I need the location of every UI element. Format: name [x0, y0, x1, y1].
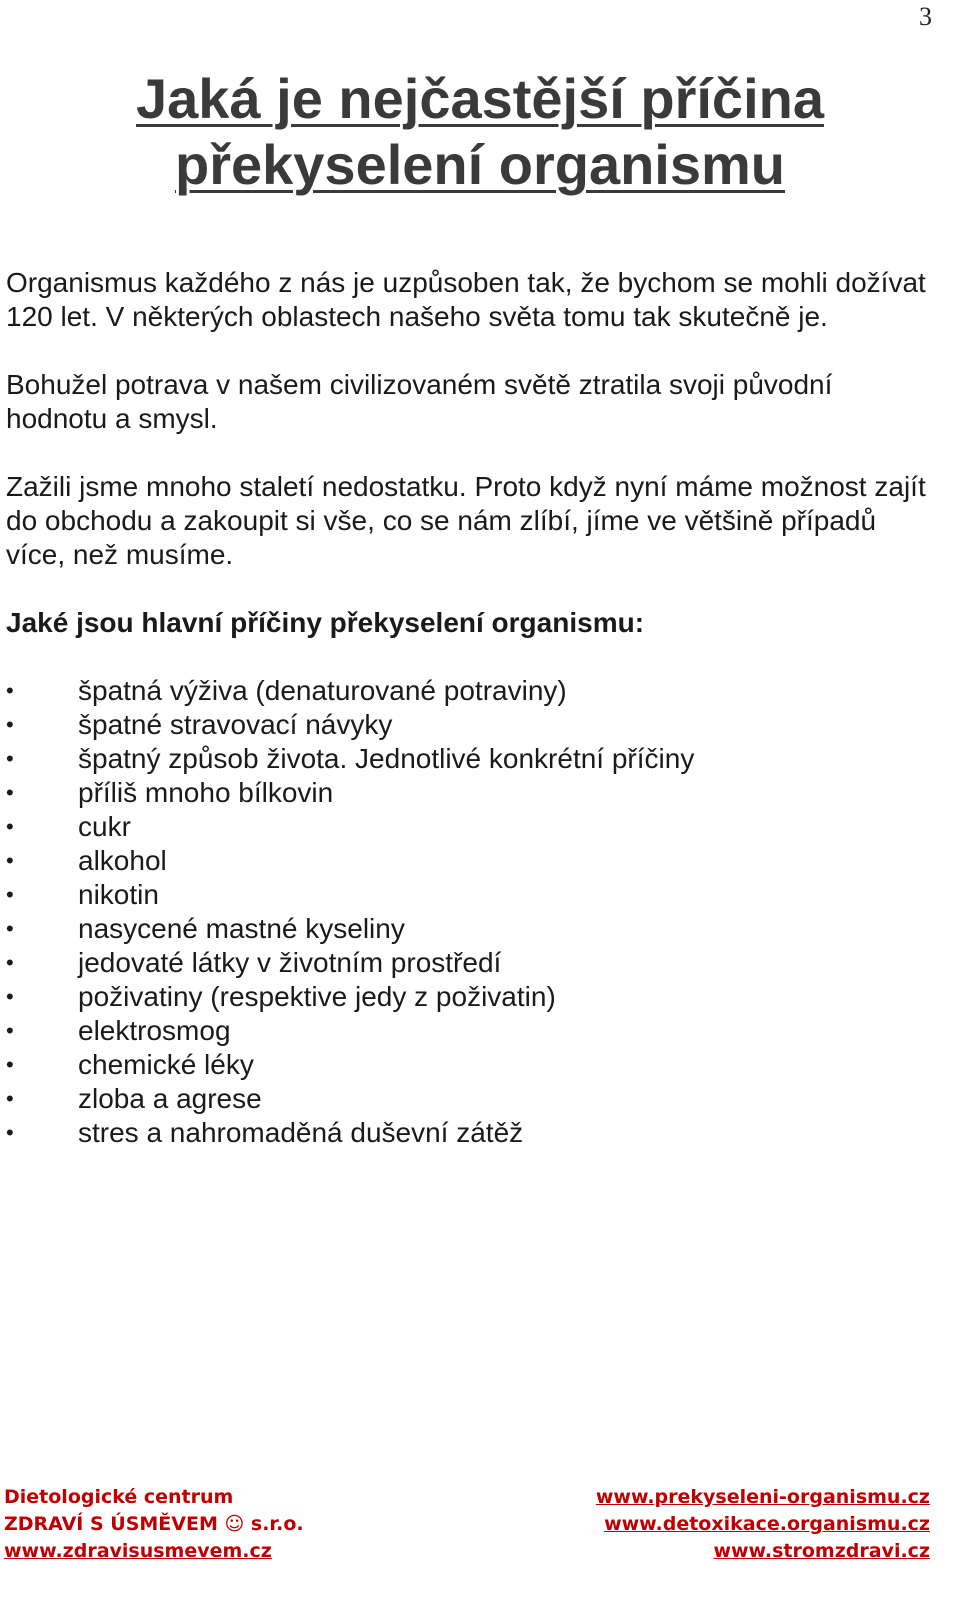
bullet-icon: •	[6, 712, 14, 737]
bullet-icon: •	[6, 1120, 14, 1145]
causes-list	[6, 674, 936, 1150]
footer-company-name: Dietologické centrum	[4, 1486, 234, 1508]
footer-links	[596, 1484, 930, 1565]
paragraph-food: Bohužel potrava v našem civilizovaném světě ztratila svoji původní hodnotu a smysl.	[6, 369, 833, 434]
cause-text: špatný způsob života. Jednotlivé konkrétní příčiny	[78, 743, 695, 774]
cause-text: špatné stravovací návyky	[78, 709, 393, 740]
bullet-icon: •	[6, 882, 14, 907]
bullet-icon: •	[6, 678, 14, 703]
cause-text: nikotin	[78, 879, 159, 910]
page-title-line-1: Jaká je nejčastější příčina	[136, 67, 824, 130]
footer-link-zdravisusmevem[interactable]: www.zdravisusmevem.cz	[4, 1540, 272, 1562]
bullet-icon: •	[6, 916, 14, 941]
cause-text: cukr	[78, 811, 131, 842]
cause-text: zloba a agrese	[78, 1083, 262, 1114]
footer-link-detoxikace[interactable]: www.detoxikace.organismu.cz	[604, 1513, 930, 1535]
cause-list-item	[6, 1048, 936, 1082]
bullet-icon: •	[6, 1086, 14, 1111]
cause-list-item	[6, 946, 936, 980]
cause-text: poživatiny (respektive jedy z poživatin)	[78, 981, 556, 1012]
bullet-icon: •	[6, 950, 14, 975]
page-number: 3	[919, 2, 932, 31]
main-content	[6, 266, 936, 1150]
cause-list-item	[6, 708, 936, 742]
bullet-icon: •	[6, 780, 14, 805]
cause-text: špatná výživa (denaturované potraviny)	[78, 675, 567, 706]
page-title-line-2: překyselení organismu	[174, 133, 785, 196]
cause-text: příliš mnoho bílkovin	[78, 777, 334, 808]
cause-list-item	[6, 1014, 936, 1048]
cause-list-item	[6, 844, 936, 878]
cause-list-item	[6, 980, 936, 1014]
cause-text: nasycené mastné kyseliny	[78, 913, 405, 944]
bullet-icon: •	[6, 746, 14, 771]
paragraph-intro: Organismus každého z nás je uzpůsoben tak, že bychom se mohli dožívat 120 let. V některých oblastech našeho světa tomu tak skutečně je.	[6, 267, 926, 332]
cause-list-item	[6, 674, 936, 708]
cause-text: jedovaté látky v životním prostředí	[78, 947, 502, 978]
cause-list-item	[6, 1082, 936, 1116]
page-title	[0, 66, 960, 198]
cause-list-item	[6, 810, 936, 844]
cause-text: elektrosmog	[78, 1015, 231, 1046]
paragraph-history: Zažili jsme mnoho staletí nedostatku. Proto když nyní máme možnost zajít do obchodu a zakoupit si vše, co se nám zlíbí, jíme ve většině případů více, než musíme.	[6, 471, 926, 570]
cause-list-item	[6, 742, 936, 776]
bullet-icon: •	[6, 1052, 14, 1077]
cause-list-item	[6, 912, 936, 946]
cause-list-item	[6, 878, 936, 912]
cause-list-item	[6, 776, 936, 810]
bullet-icon: •	[6, 1018, 14, 1043]
footer-company-legal: ZDRAVÍ S ÚSMĚVEM ☺ s.r.o.	[4, 1513, 304, 1535]
cause-text: chemické léky	[78, 1049, 254, 1080]
bullet-icon: •	[6, 848, 14, 873]
bullet-icon: •	[6, 984, 14, 1009]
footer-company	[4, 1484, 304, 1565]
causes-heading: Jaké jsou hlavní příčiny překyselení organismu:	[6, 607, 645, 638]
cause-text: stres a nahromaděná duševní zátěž	[78, 1117, 524, 1148]
cause-text: alkohol	[78, 845, 167, 876]
cause-list-item	[6, 1116, 936, 1150]
footer-link-prekyseleni[interactable]: www.prekyseleni-organismu.cz	[595, 1486, 930, 1508]
bullet-icon: •	[6, 814, 14, 839]
footer-link-stromzdravi[interactable]: www.stromzdravi.cz	[713, 1540, 930, 1562]
